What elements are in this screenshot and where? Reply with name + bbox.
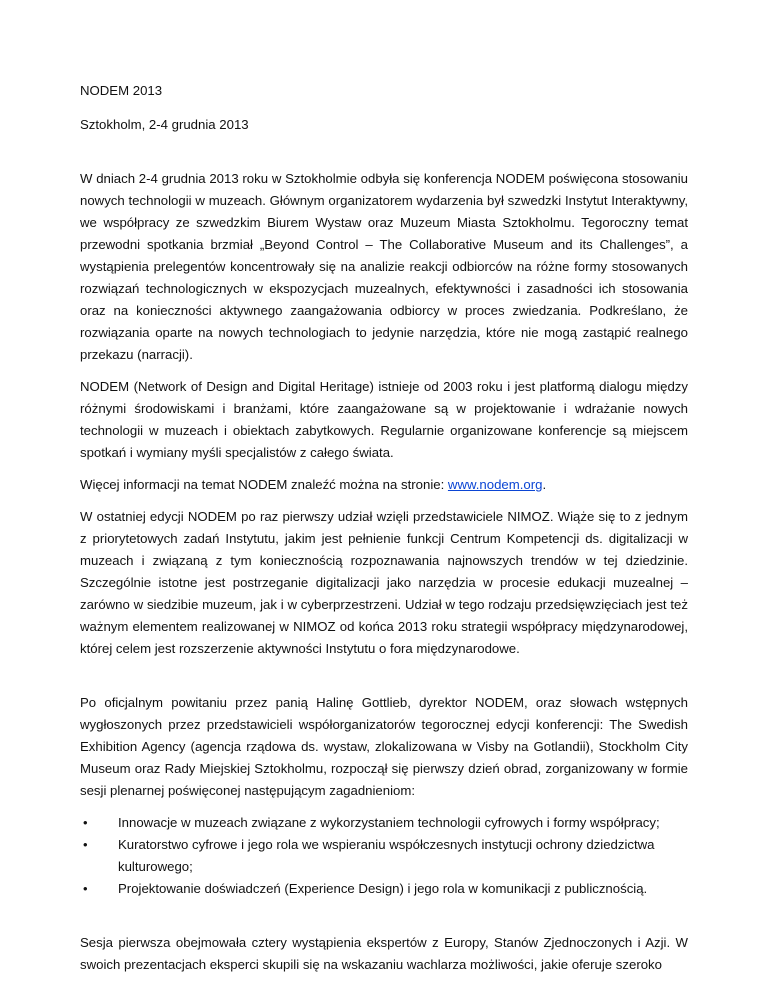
list-item (80, 878, 688, 900)
document-subtitle: Sztokholm, 2-4 grudnia 2013 (80, 117, 249, 132)
document-body (80, 80, 688, 976)
paragraph-first-session: Sesja pierwsza obejmowała cztery wystąpienia ekspertów z Europy, Stanów Zjednoczonych i Azji. W swoich prezentacjach eksperci skupili się na wskazaniu wachlarza możliwości, jakie oferuje szeroko (80, 935, 688, 972)
bullet-icon: • (83, 881, 88, 896)
list-item (80, 834, 688, 878)
paragraph-nimoz-participation: W ostatniej edycji NODEM po raz pierwszy udział wzięli przedstawiciele NIMOZ. Wiąże się to z jednym z priorytetowych zadań Instytutu, jakim jest pełnienie funkcji Centrum Kompetencji ds. digitalizacji w muzeach i związaną z tym koniecznością rozpoznawania najnowszych trendów w tej dziedzinie. Szczególnie istotne jest postrzeganie digitalizacji jako narzędzia w procesie edukacji muzealnej – zarówno w siedzibie muzeum, jak i w cyberprzestrzeni. Udział w tego rodzaju przedsięwzięciach jest też ważnym elementem realizowanej w NIMOZ od końca 2013 roku strategii współpracy międzynarodowej, której celem jest rozszerzenie aktywności Instytutu o fora międzynarodowe. (80, 509, 688, 656)
paragraph-more-info (80, 474, 688, 496)
paragraph-opening-session: Po oficjalnym powitaniu przez panią Halinę Gottlieb, dyrektor NODEM, oraz słowach wstępnych wygłoszonych przez przedstawicieli współorganizatorów tegorocznej edycji konferencji: The Swedish Exhibition Agency (agencja rządowa ds. wystaw, zlokalizowana w Visby na Gotlandii), Stockholm City Museum oraz Rady Miejskiej Sztokholmu, rozpoczął się pierwszy dzień obrad, zorganizowany w formie sesji plenarnej poświęconej następującym zagadnieniom: (80, 695, 688, 798)
topics-list (80, 812, 688, 900)
list-item-text: Projektowanie doświadczeń (Experience Design) i jego rola w komunikacji z publicznością. (118, 881, 648, 896)
bullet-icon: • (83, 837, 88, 852)
more-info-period: . (542, 477, 547, 492)
paragraph-intro: W dniach 2-4 grudnia 2013 roku w Sztokholmie odbyła się konferencja NODEM poświęcona stosowaniu nowych technologii w muzeach. Głównym organizatorem wydarzenia był szwedzki Instytut Interaktywny, we współpracy ze szwedzkim Biurem Wystaw oraz Muzeum Miasta Sztokholmu. Tegoroczny temat przewodni spotkania brzmiał „Beyond Control – The Collaborative Museum and its Challenges”, a wystąpienia prelegentów koncentrowały się na analizie reakcji odbiorców na różne formy stosowanych rozwiązań technologicznych w ekspozycjach muzealnych, efektywności i zasadności ich stosowania oraz na konieczności aktywnego zaangażowania odbiorcy w proces zwiedzania. Podkreślano, że rozwiązania oparte na nowych technologiach to jedynie narzędzia, które nie mogą zastąpić realnego przekazu (narracji). (80, 171, 688, 362)
paragraph-about-nodem: NODEM (Network of Design and Digital Heritage) istnieje od 2003 roku i jest platformą dialogu między różnymi środowiskami i branżami, które zaangażowane są w projektowanie i wdrażanie nowych technologii w muzeach i obiektach zabytkowych. Regularnie organizowane konferencje są miejscem spotkań i wymiany myśli specjalistów z całego świata. (80, 379, 688, 460)
more-info-text: Więcej informacji na temat NODEM znaleźć można na stronie: (80, 477, 448, 492)
list-item-text: Innowacje w muzeach związane z wykorzystaniem technologii cyfrowych i formy współpracy; (118, 815, 660, 830)
bullet-icon: • (83, 815, 88, 830)
nodem-website-link[interactable]: www.nodem.org (447, 477, 543, 492)
list-item-text: Kuratorstwo cyfrowe i jego rola we wspieraniu współczesnych instytucji ochrony dziedzictwa kulturowego; (118, 837, 655, 874)
list-item (80, 812, 688, 834)
document-title: NODEM 2013 (80, 83, 163, 98)
